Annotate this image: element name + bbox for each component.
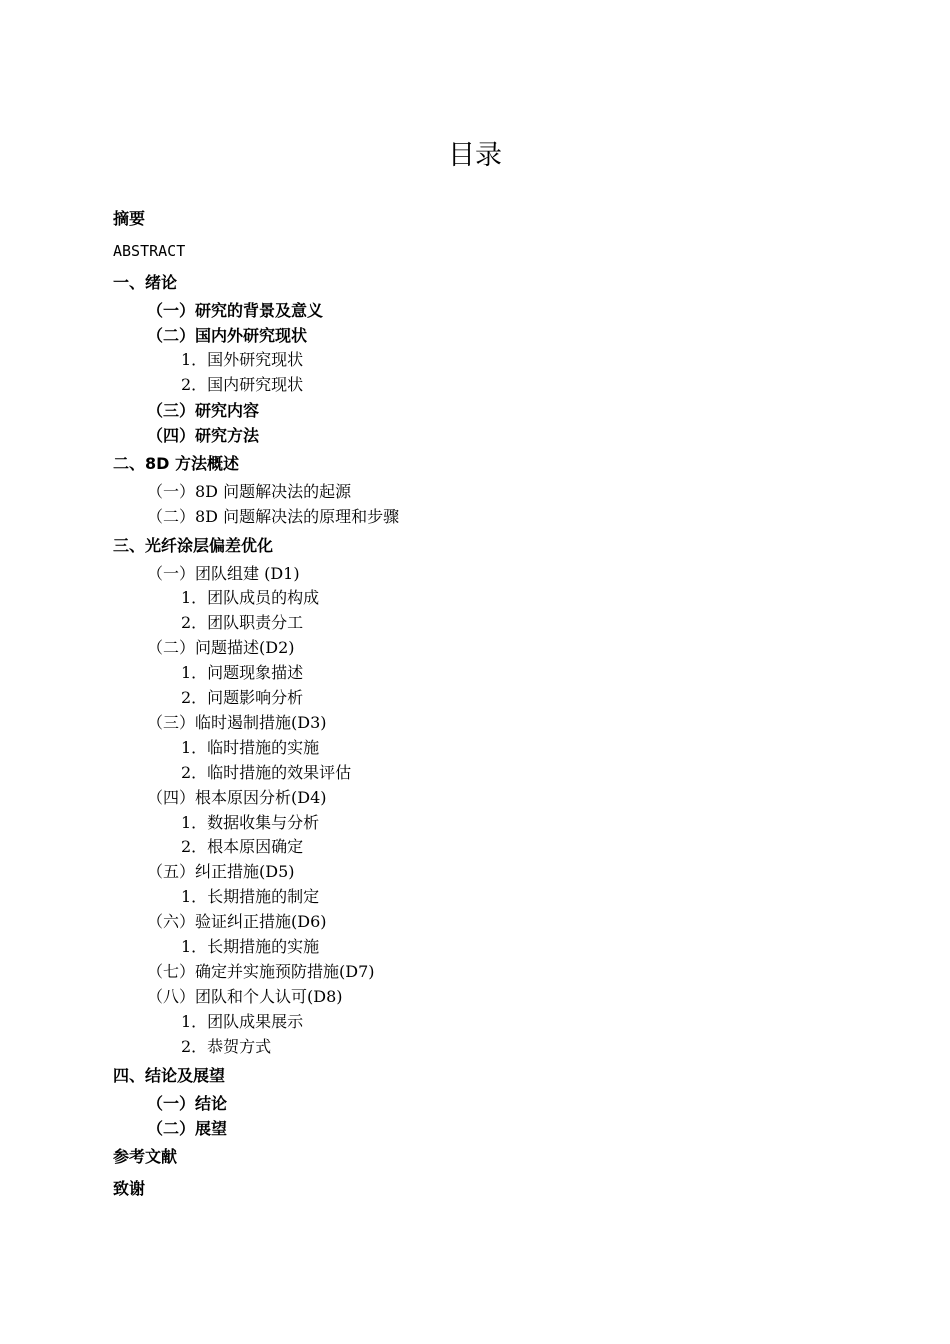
toc-entry-subsection-3-2-1[interactable]: 1．问题现象描述 [181, 663, 304, 682]
toc-entry-section-3-8[interactable]: （八）团队和个人认可(D8) [147, 987, 343, 1006]
toc-entry-abstract-cn[interactable]: 摘要 [113, 209, 146, 228]
toc-entry-abstract-en[interactable]: ABSTRACT [113, 242, 186, 260]
toc-entry-section-2-1[interactable]: （一）8D 问题解决法的起源 [147, 482, 352, 501]
toc-entry-subsection-3-1-2[interactable]: 2．团队职责分工 [181, 613, 304, 632]
toc-entry-subsection-3-8-2[interactable]: 2．恭贺方式 [181, 1037, 272, 1056]
toc-entry-subsection-3-1-1[interactable]: 1．团队成员的构成 [181, 588, 320, 607]
toc-entry-section-2-2[interactable]: （二）8D 问题解决法的原理和步骤 [147, 507, 400, 526]
toc-entry-section-3-2[interactable]: （二）问题描述(D2) [147, 638, 295, 657]
toc-entry-subsection-3-4-1[interactable]: 1．数据收集与分析 [181, 813, 320, 832]
toc-entry-chapter-2[interactable]: 二、8D 方法概述 [113, 454, 239, 473]
toc-entry-subsection-3-3-2[interactable]: 2．临时措施的效果评估 [181, 763, 352, 782]
toc-entry-section-4-2[interactable]: （二）展望 [147, 1119, 228, 1138]
toc-entry-subsection-3-6-1[interactable]: 1．长期措施的实施 [181, 937, 320, 956]
toc-entry-acknowledgements[interactable]: 致谢 [113, 1179, 146, 1198]
toc-entry-references[interactable]: 参考文献 [113, 1147, 178, 1166]
toc-entry-section-3-3[interactable]: （三）临时遏制措施(D3) [147, 713, 327, 732]
toc-entry-chapter-3[interactable]: 三、光纤涂层偏差优化 [113, 536, 274, 555]
toc-entry-section-1-4[interactable]: （四）研究方法 [147, 426, 260, 445]
toc-entry-section-1-2[interactable]: （二）国内外研究现状 [147, 326, 308, 345]
toc-entry-subsection-3-2-2[interactable]: 2．问题影响分析 [181, 688, 304, 707]
toc-entry-chapter-4[interactable]: 四、结论及展望 [113, 1066, 226, 1085]
toc-entry-subsection-3-3-1[interactable]: 1．临时措施的实施 [181, 738, 320, 757]
toc-entry-section-3-5[interactable]: （五）纠正措施(D5) [147, 862, 295, 881]
toc-entry-subsection-3-4-2[interactable]: 2．根本原因确定 [181, 837, 304, 856]
toc-entry-section-3-1[interactable]: （一）团队组建 (D1) [147, 564, 300, 583]
toc-entry-section-4-1[interactable]: （一）结论 [147, 1094, 228, 1113]
toc-entry-section-1-1[interactable]: （一）研究的背景及意义 [147, 301, 324, 320]
toc-entry-section-3-4[interactable]: （四）根本原因分析(D4) [147, 788, 327, 807]
toc-entry-subsection-1-2-1[interactable]: 1．国外研究现状 [181, 350, 304, 369]
toc-entry-chapter-1[interactable]: 一、绪论 [113, 273, 178, 292]
toc-entry-section-1-3[interactable]: （三）研究内容 [147, 401, 260, 420]
toc-entry-section-3-7[interactable]: （七）确定并实施预防措施(D7) [147, 962, 375, 981]
toc-entry-subsection-3-8-1[interactable]: 1．团队成果展示 [181, 1012, 304, 1031]
toc-entry-subsection-3-5-1[interactable]: 1．长期措施的制定 [181, 887, 320, 906]
toc-entry-section-3-6[interactable]: （六）验证纠正措施(D6) [147, 912, 327, 931]
toc-title: 目录 [448, 140, 502, 171]
toc-entry-subsection-1-2-2[interactable]: 2．国内研究现状 [181, 375, 304, 394]
